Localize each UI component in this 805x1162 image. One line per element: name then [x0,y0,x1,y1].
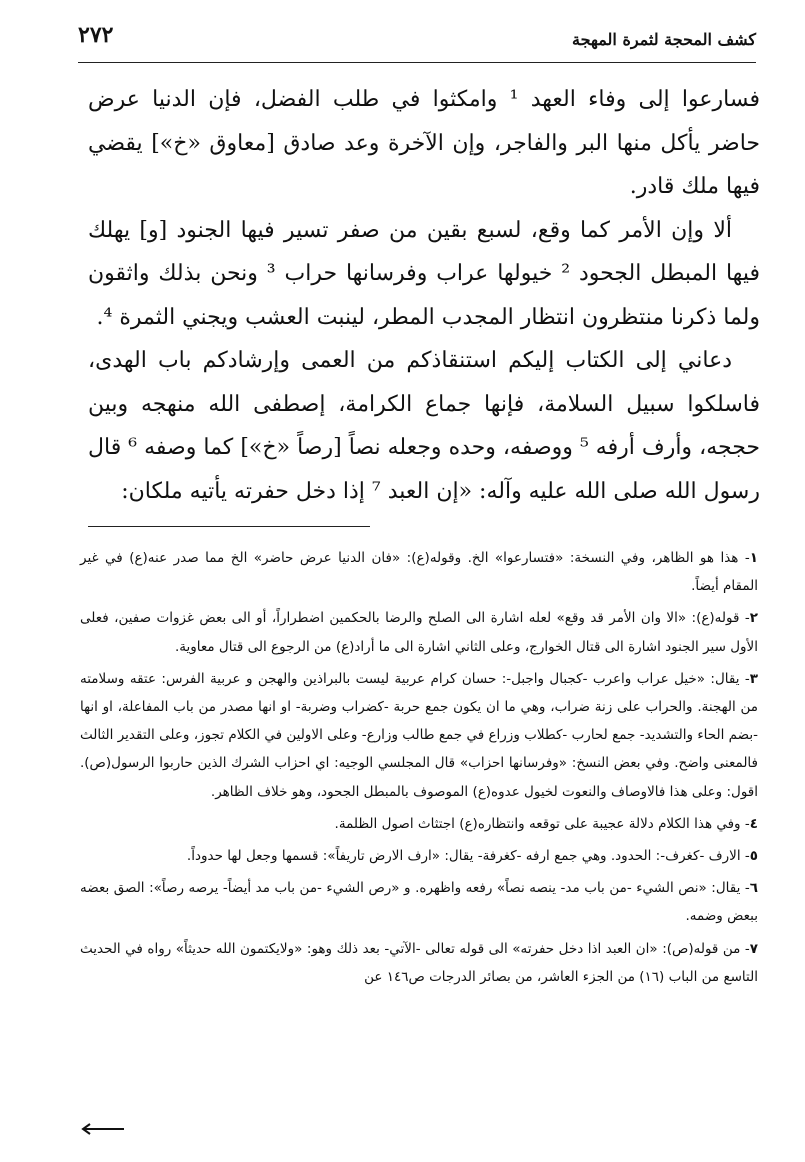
footnote-number: ٧ [749,940,758,957]
footnote-number: ٣ [749,670,758,687]
footnote-1 [80,544,758,600]
running-title: كشف المحجة لثمرة المهجة [572,30,756,49]
footnote-number: ١ [749,550,758,566]
main-text [88,78,760,513]
footnote-number: ٦ [749,880,758,897]
footnote-divider [88,526,370,527]
footnote-4 [80,810,758,838]
footnote-text: - وفي هذا الكلام دلالة عجيبة على توقعه وانتظاره(ع) اجتثاث اصول الظلمة. [334,815,750,832]
footnote-text: - من قوله(ص): «ان العبد اذا دخل حفرته» الى قوله تعالى -الآتي- بعد ذلك وهو: «ولايكتمون الله حديثاً» رواه في الحديث التاسع من الباب (١٦) من الجزء العاشر، من بصائر الدرجات ص١٤٦ عن [80,940,758,985]
page-number: ٢٧٢ [78,22,114,48]
footnote-text: - هذا هو الظاهر، وفي النسخة: «فتسارعوا» الخ. وقوله(ع): «فان الدنيا عرض حاضر» الخ مما صدر عنه(ع) في غير المقام أيضاً. [80,550,758,595]
footnote-text: - يقال: «نص الشيء -من باب مد- ينصه نصاً» رفعه واظهره. و «رص الشيء -من باب مد أيضاً- يرصه رصاً»: الصق بعضه ببعض وضمه. [80,880,758,925]
footnote-text: - قوله(ع): «الا وان الأمر قد وقع» لعله اشارة الى الصلح والرضا بالحكمين اضطراراً، أو الى بعض غزوات صفين، فعلى الأول سير الجنود اشارة الى قتال الخوارج، وعلى الثاني اشارة الى ما أراد(ع) من الرجوع الى قتال معاوية. [80,610,758,655]
body-paragraph-3: دعاني إلى الكتاب إليكم استنقاذكم من العمى وإرشادكم باب الهدى، فاسلكوا سبيل السلامة، فإنها جماع الكرامة، إصطفى الله منهجه وبين حججه، وأرف أرفه ⁵ ووصفه، وحده وجعله نصاً [رصاً «خ»] كما وصفه ⁶ قال رسول الله صلى الله عليه وآله: «إن العبد ⁷ إذا دخل حفرته يأتيه ملكان: [88,348,760,504]
footnote-text: - يقال: «خيل عراب واعرب -كجبال واجبل-: حسان كرام عربية ليست بالبراذين والهجن و عربية الفرس: عتقه وسلامته من الهجنة. والحراب على زنة ضراب، وهي ما ان يكون جمع حربة -كضراب وضربة- او انها مصدر من باب المفاعلة، او انها -بضم الحاء والتشديد- جمع لحارب -كطلاب وزراع في جمع طالب وزارع- وعلى الاولين في الكلام تجوز، وعلى التقدير الثالث فالمعنى واضح. وفي بعض النسخ: «وفرسانها احزاب» قال المجلسي الوجيه: اي احزاب الشرك الذين حاربوا الرسول(ص). اقول: وعلى هذا فالاوصاف والنعوت لخيول عدوه(ع) الموصوف بالمبطل الجحود، وهو خلاف الظاهر. [80,670,758,800]
footnote-text: - الارف -كغرف-: الحدود. وهي جمع ارفه -كغرفة- يقال: «ارف الارض تاريفاً»: قسمها وجعل لها حدوداً. [186,848,750,865]
page-header [78,22,756,63]
body-paragraph-1: فسارعوا إلى وفاء العهد ¹ وامكثوا في طلب الفضل، فإن الدنيا عرض حاضر يأكل منها البر والفاجر، وإن الآخرة وعد صادق [معاوق «خ»] يقضي فيها ملك قادر. [88,87,760,199]
footnote-3 [80,665,758,806]
footnote-5 [80,842,758,870]
footnote-6 [80,874,758,930]
footnote-7 [80,935,758,991]
footnote-2 [80,604,758,660]
footnote-number: ٥ [749,848,758,865]
body-paragraph-2: ألا وإن الأمر كما وقع، لسبع بقين من صفر تسير فيها الجنود [و] يهلك فيها المبطل الجحود ² خيولها عراب وفرسانها حراب ³ ونحن بذلك واثقون ولما ذكرنا منتظرون انتظار المجدب المطر، لينبت العشب ويجني الثمرة ⁴. [88,217,760,330]
footnote-number: ٢ [749,610,758,627]
footnote-number: ٤ [749,815,758,832]
arrow-left-icon [80,1122,126,1136]
footnotes [80,544,758,995]
